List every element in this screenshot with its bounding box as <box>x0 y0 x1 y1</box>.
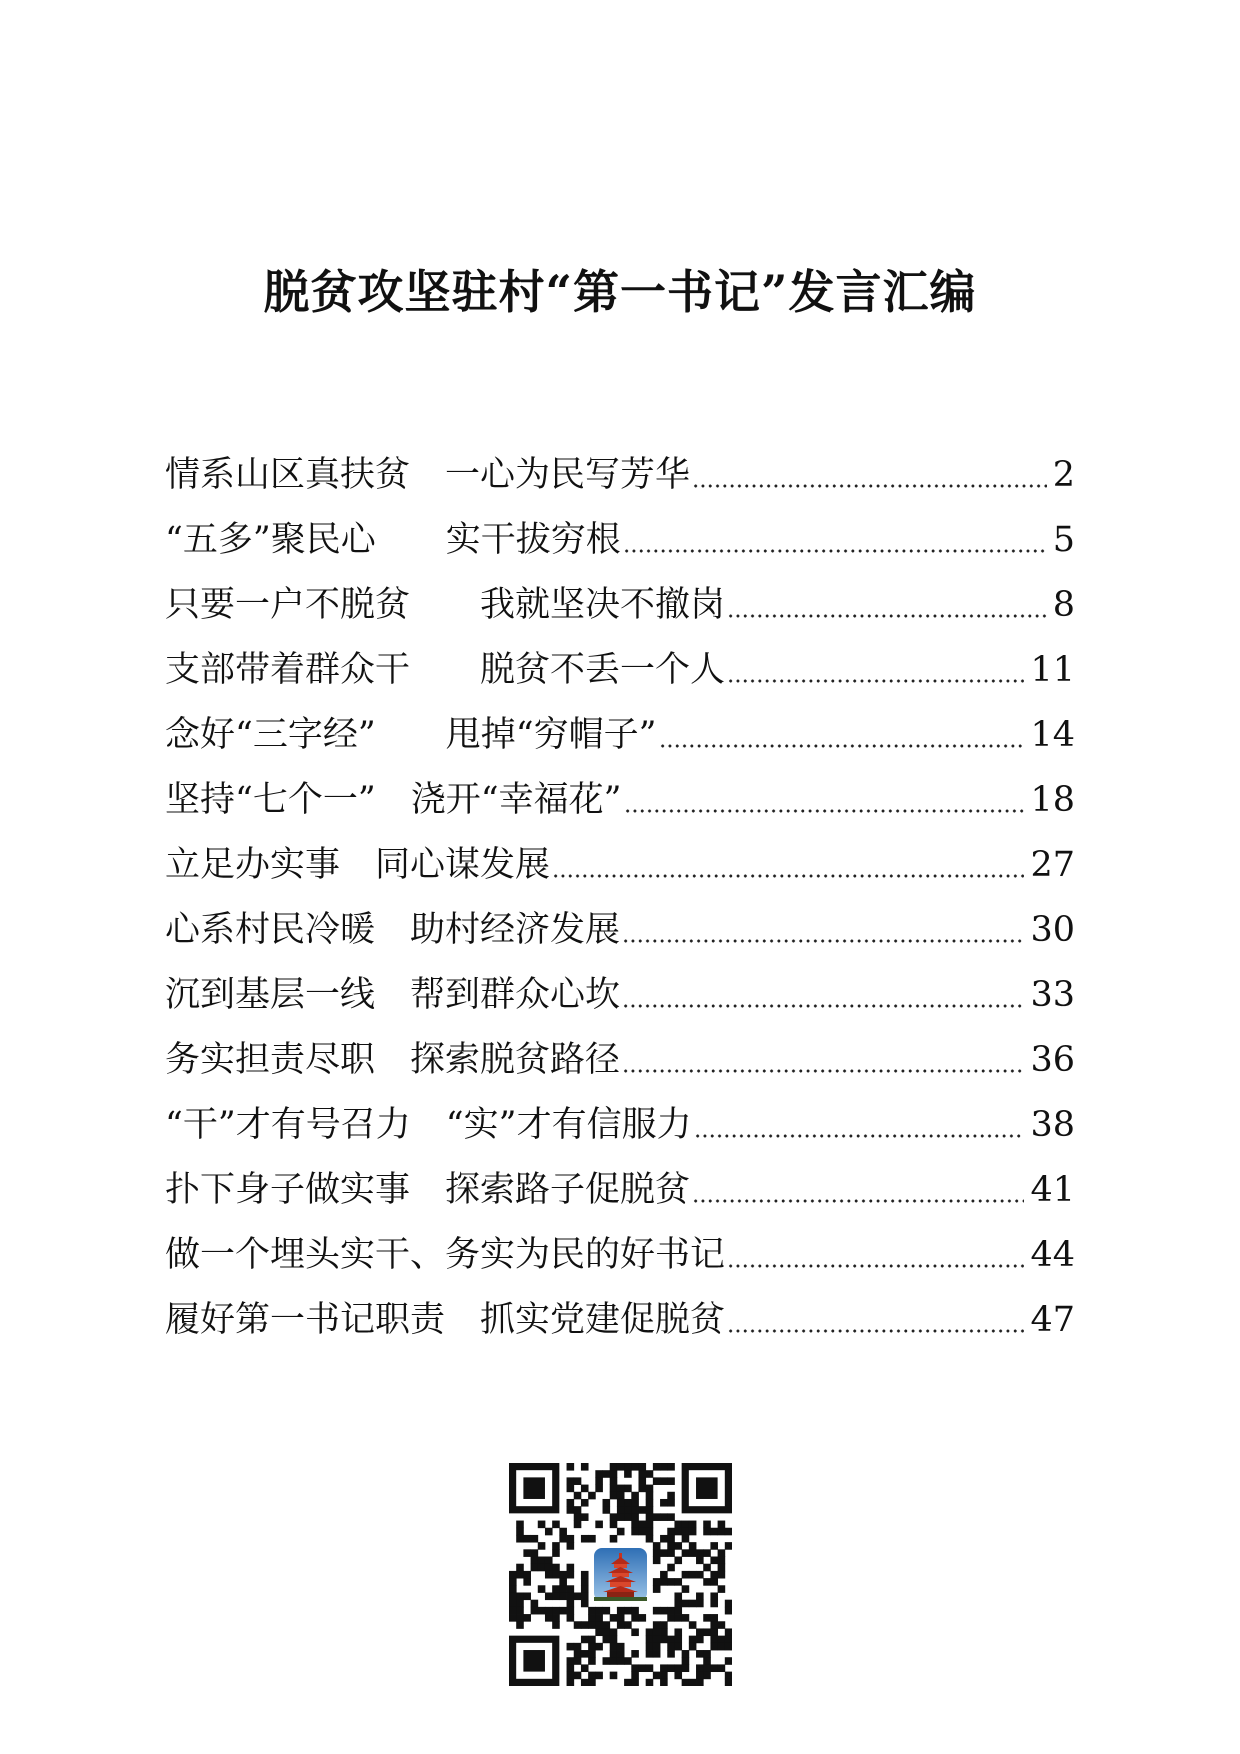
toc-entry-title: 念好“三字经” 甩掉“穷帽子” <box>165 715 657 755</box>
pagoda-icon <box>591 1545 650 1604</box>
toc-dot-leader <box>659 718 1025 753</box>
toc-entry[interactable] <box>165 508 1075 573</box>
toc-entry[interactable] <box>165 1223 1075 1288</box>
toc-entry[interactable] <box>165 833 1075 898</box>
toc-entry[interactable] <box>165 963 1075 1028</box>
toc-entry-page-number: 5 <box>1052 520 1075 560</box>
toc-dot-leader <box>623 523 1047 558</box>
toc-entry-page-number: 38 <box>1030 1105 1075 1145</box>
toc-dot-leader <box>694 1108 1025 1143</box>
toc-entry-title: 做一个埋头实干、务实为民的好书记 <box>165 1235 726 1275</box>
toc-dot-leader <box>727 588 1047 623</box>
toc-dot-leader <box>622 978 1024 1013</box>
toc-dot-leader <box>552 848 1024 883</box>
toc-entry-title: 务实担责尽职 探索脱贫路径 <box>165 1040 621 1080</box>
toc-entry[interactable] <box>165 1158 1075 1223</box>
toc-entry-title: 履好第一书记职责 抓实党建促脱贫 <box>165 1300 726 1340</box>
toc-entry-page-number: 14 <box>1030 715 1075 755</box>
toc-entry[interactable] <box>165 638 1075 703</box>
toc-dot-leader <box>622 913 1024 948</box>
toc-dot-leader <box>727 1303 1024 1338</box>
toc-entry[interactable] <box>165 898 1075 963</box>
toc-entry-title: 沉到基层一线 帮到群众心坎 <box>165 975 621 1015</box>
toc-entry[interactable] <box>165 1028 1075 1093</box>
toc-entry-title: 只要一户不脱贫 我就坚决不撤岗 <box>165 585 726 625</box>
toc-dot-leader <box>622 1043 1024 1078</box>
toc-dot-leader <box>727 1238 1024 1273</box>
toc-entry-page-number: 2 <box>1052 455 1075 495</box>
toc-entry-page-number: 47 <box>1030 1300 1075 1340</box>
toc-entry[interactable] <box>165 1093 1075 1158</box>
toc-entry[interactable] <box>165 573 1075 638</box>
table-of-contents <box>165 443 1075 1353</box>
toc-entry-page-number: 8 <box>1052 585 1075 625</box>
toc-dot-leader <box>727 653 1024 688</box>
toc-entry-title: “干”才有号召力 “实”才有信服力 <box>165 1105 692 1145</box>
toc-entry-page-number: 30 <box>1030 910 1075 950</box>
toc-entry-title: 坚持“七个一” 浇开“幸福花” <box>165 780 622 820</box>
toc-entry-page-number: 27 <box>1030 845 1075 885</box>
toc-entry[interactable] <box>165 768 1075 833</box>
toc-entry-page-number: 11 <box>1030 650 1075 690</box>
qr-code <box>509 1463 732 1686</box>
toc-entry-title: 心系村民冷暖 助村经济发展 <box>165 910 621 950</box>
toc-entry[interactable] <box>165 443 1075 508</box>
toc-entry-title: 情系山区真扶贫 一心为民写芳华 <box>165 455 691 495</box>
toc-entry-page-number: 36 <box>1030 1040 1075 1080</box>
toc-entry-page-number: 18 <box>1030 780 1075 820</box>
page-title: 脱贫攻坚驻村“第一书记”发言汇编 <box>263 265 977 319</box>
toc-entry-title: “五多”聚民心 实干拔穷根 <box>165 520 621 560</box>
toc-dot-leader <box>692 1173 1024 1208</box>
toc-entry-page-number: 44 <box>1030 1235 1075 1275</box>
toc-entry-title: 扑下身子做实事 探索路子促脱贫 <box>165 1170 691 1210</box>
toc-entry-title: 立足办实事 同心谋发展 <box>165 845 551 885</box>
toc-dot-leader <box>692 458 1047 493</box>
toc-entry-page-number: 33 <box>1030 975 1075 1015</box>
toc-entry-title: 支部带着群众干 脱贫不丢一个人 <box>165 650 726 690</box>
toc-dot-leader <box>624 783 1025 818</box>
toc-entry[interactable] <box>165 1288 1075 1353</box>
toc-entry-page-number: 41 <box>1030 1170 1075 1210</box>
toc-entry[interactable] <box>165 703 1075 768</box>
